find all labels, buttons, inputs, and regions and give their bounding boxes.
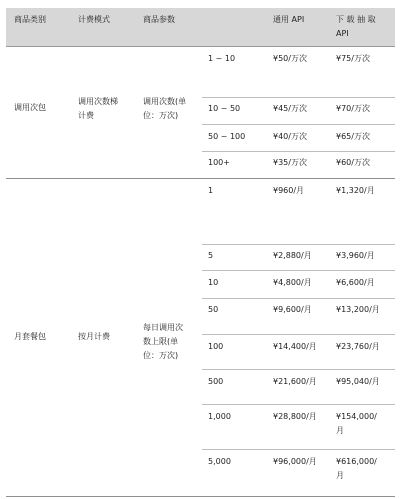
row-divider: [202, 404, 395, 405]
header-product-params: 商品参数: [143, 15, 175, 24]
category-monthly-package: 月套餐包: [14, 332, 46, 341]
monthly-row-7-general: ¥28,800/月: [273, 412, 317, 421]
call-row-2-range: 10 ~ 50: [208, 104, 241, 113]
section-divider: [6, 178, 395, 179]
billing-mode-monthly: 按月计费: [78, 332, 110, 341]
header-download-api: 下 载 抽 取 API: [336, 15, 376, 38]
monthly-row-8-general: ¥96,000/月: [273, 457, 317, 466]
monthly-row-5-range: 100: [208, 342, 224, 351]
monthly-row-2-general: ¥2,880/月: [273, 251, 312, 260]
call-row-4-download: ¥60/万次: [336, 158, 370, 167]
monthly-row-3-download: ¥6,600/月: [336, 278, 375, 287]
row-divider: [202, 97, 395, 98]
monthly-row-7-range: 1,000: [208, 412, 231, 421]
monthly-row-8-range: 5,000: [208, 457, 231, 466]
row-divider: [202, 244, 395, 245]
table-bottom-border: [6, 496, 395, 497]
call-row-2-download: ¥70/万次: [336, 104, 370, 113]
monthly-row-2-range: 5: [208, 251, 214, 260]
row-divider: [202, 449, 395, 450]
call-row-1-range: 1 ~ 10: [208, 54, 236, 63]
monthly-row-6-general: ¥21,600/月: [273, 377, 317, 386]
call-row-1-download: ¥75/万次: [336, 54, 370, 63]
row-divider: [202, 124, 395, 125]
monthly-row-4-general: ¥9,600/月: [273, 305, 312, 314]
call-row-1-general: ¥50/万次: [273, 54, 307, 63]
category-call-package: 调用次包: [14, 103, 46, 112]
monthly-row-6-download: ¥95,040/月: [336, 377, 380, 386]
monthly-row-5-general: ¥14,400/月: [273, 342, 317, 351]
monthly-row-3-general: ¥4,800/月: [273, 278, 312, 287]
pricing-table: [6, 8, 395, 497]
header-billing-mode: 计费模式: [78, 15, 110, 24]
monthly-row-5-download: ¥23,760/月: [336, 342, 380, 351]
call-row-4-general: ¥35/万次: [273, 158, 307, 167]
call-row-4-range: 100+: [208, 158, 230, 167]
monthly-row-4-range: 50: [208, 305, 219, 314]
row-divider: [202, 151, 395, 152]
param-daily-limit: 每日调用次 数上限(单 位：万次): [143, 323, 183, 360]
billing-mode-tiered: 调用次数梯 计费: [78, 97, 118, 120]
monthly-row-2-download: ¥3,960/月: [336, 251, 375, 260]
call-row-2-general: ¥45/万次: [273, 104, 307, 113]
param-call-count: 调用次数(单 位：万次): [143, 97, 187, 120]
row-divider: [202, 298, 395, 299]
monthly-row-1-download: ¥1,320/月: [336, 186, 375, 195]
monthly-row-4-download: ¥13,200/月: [336, 305, 380, 314]
call-row-3-download: ¥65/万次: [336, 132, 370, 141]
monthly-row-3-range: 10: [208, 278, 219, 287]
monthly-row-6-range: 500: [208, 377, 224, 386]
row-divider: [202, 369, 395, 370]
call-row-3-range: 50 ~ 100: [208, 132, 246, 141]
row-divider: [202, 334, 395, 335]
header-general-api: 通用 API: [273, 15, 305, 24]
call-row-3-general: ¥40/万次: [273, 132, 307, 141]
row-divider: [202, 270, 395, 271]
monthly-row-7-download: ¥154,000/ 月: [336, 412, 377, 435]
monthly-row-1-general: ¥960/月: [273, 186, 305, 195]
monthly-row-1-range: 1: [208, 186, 214, 195]
header-product-category: 商品类别: [14, 15, 46, 24]
monthly-row-8-download: ¥616,000/ 月: [336, 457, 377, 480]
